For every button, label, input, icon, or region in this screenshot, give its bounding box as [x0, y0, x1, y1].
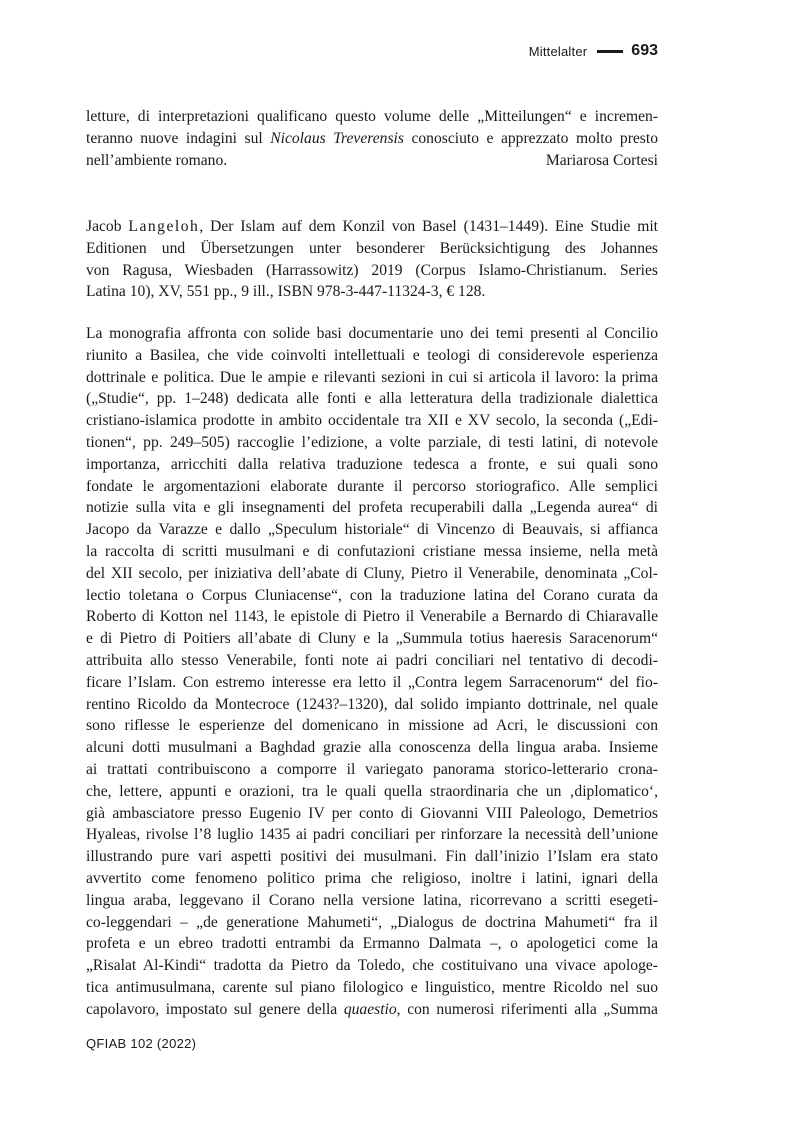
text-line: la raccolta di scritti musulmani e di confutazioni cristiane messa insieme, nella metà — [86, 542, 658, 560]
text-segment: capolavoro, impostato sul genere della — [86, 1000, 344, 1018]
text-line: avvertito come fenomeno politico prima che religioso, inoltre i latini, ignari della — [86, 869, 658, 887]
previous-review-end — [86, 106, 658, 171]
text-line: rentino Ricoldo da Montecroce (1243?–1320), dal solido impianto dottrinale, nel quale — [86, 695, 658, 713]
text-line: lingua araba, leggevano il Corano nella versione latina, ricorrevano a scritti esegeti- — [86, 891, 658, 909]
text-line: Hyaleas, rivolse l’8 luglio 1435 ai padri conciliari per rinforzare la necessità dell’unione — [86, 826, 658, 844]
italic-title: Nicolaus Treverensis — [270, 129, 404, 147]
closing-line — [86, 150, 658, 172]
text-line: che, lettere, appunti e orazioni, tra le quali quella straordinaria che un ‚diplomatico‘, — [86, 782, 658, 800]
reviewer-signature: Mariarosa Cortesi — [545, 151, 658, 169]
text-line: notizie sulla vita e gli insegnamenti del profeta recuperabili dalla „Legenda aurea“ di — [86, 499, 658, 517]
review-body — [86, 323, 658, 1021]
text-line: („Studie“, pp. 1–248) dedicata alle fonti e alla letteratura della tradizionale dialettica — [86, 390, 658, 408]
text-line: Jacopo da Varazze e dallo „Speculum historiale“ di Vincenzo di Beauvais, si affianca — [86, 521, 658, 539]
header-rule — [597, 50, 623, 53]
text-line: La monografia affronta con solide basi documentarie uno dei temi presenti al Concilio — [86, 325, 658, 342]
text-line — [86, 999, 658, 1021]
text-line: dottrinale e politica. Due le ampie e rilevanti sezioni in cui si articola il lavoro: la prima — [86, 368, 658, 386]
text-line: e di Pietro di Poitiers all’abate di Cluny e la „Summula totius haeresis Saracenorum“ — [86, 630, 658, 648]
text-line: tionen“, pp. 249–505) raccoglie l’edizione, a volte parziale, di testi latini, di notevole — [86, 433, 658, 451]
journal-footer: QFIAB 102 (2022) — [86, 1036, 197, 1051]
text-line: cristiano-islamica prodotte in ambito occidentale tra XII e XV secolo, la seconda („Edi- — [86, 412, 658, 430]
text-line: lectio toletana o Corpus Cluniacense“, con la traduzione latina del Corano curata da — [86, 586, 658, 604]
citation-title: , Der Islam auf dem Konzil von Basel (1431–1449). Eine Studie mit — [199, 218, 658, 235]
citation-line: Editionen und Übersetzungen unter besonderer Berücksichtigung des Johannes — [86, 239, 658, 257]
citation-line: Latina 10), XV, 551 pp., 9 ill., ISBN 978-3-447-11324-3, € 128. — [86, 283, 486, 301]
text-line: importanza, arricchiti dalla relativa traduzione tedesca a fronte, e sui quali sono — [86, 455, 658, 473]
text-line: Roberto di Kotton nel 1143, le epistole di Pietro il Venerabile a Bernardo di Chiaravalle — [86, 608, 658, 626]
citation-line: von Ragusa, Wiesbaden (Harrassowitz) 2019 (Corpus Islamo-Christianum. Series — [86, 261, 658, 279]
author-last-name: Langeloh — [128, 218, 200, 235]
book-citation — [86, 216, 658, 303]
text-line: sono riflesse le esperienze del domenicano in missione ad Acri, le discussioni con — [86, 717, 658, 735]
text-line: ai trattati contribuiscono a comporre il variegato panorama storico-letterario crona- — [86, 760, 658, 778]
running-head — [529, 42, 658, 60]
text-line: tica antimusulmana, carente sul piano filologico e linguistico, mentre Ricoldo nel suo — [86, 978, 658, 996]
section-title: Mittelalter — [528, 43, 588, 59]
text-line: teranno nuove indagini sul Nicolaus Treverensis conosciuto e apprezzato molto presto — [86, 129, 659, 147]
citation-line — [86, 216, 658, 238]
text-line: letture, di interpretazioni qualificano questo volume delle „Mitteilungen“ e incremen- — [86, 108, 658, 125]
text-line: già ambasciatore presso Eugenio IV per conto di Giovanni VIII Paleologo, Demetrios — [86, 804, 658, 822]
text-line: profeta e un ebreo tradotti entrambi da Ermanno Dalmata –, o apologetici come la — [86, 935, 658, 953]
text-line: illustrando pure vari aspetti positivi dei musulmani. Fin dall’inizio l’Islam era stato — [86, 848, 658, 866]
text-line: fondate le argomentazioni elaborate durante il percorso storiografico. Alle semplici — [86, 477, 658, 495]
text-line: alcuni dotti musulmani a Baghdad grazie alla conoscenza della lingua araba. Insieme — [86, 739, 658, 757]
page-number: 693 — [631, 42, 658, 59]
text-line: nell’ambiente romano. — [86, 151, 228, 169]
text-segment: con numerosi riferimenti alla „Summa — [400, 1000, 658, 1018]
text-line: „Risalat Al-Kindi“ tradotta da Pietro da Toledo, che costituivano una vivace apologe- — [86, 957, 658, 975]
text-line: attribuita allo stesso Venerabile, fonti note ai padri conciliari nel tentativo di decodi- — [86, 651, 658, 669]
text-line: ficare l’Islam. Con estremo interesse era letto il „Contra legem Sarracenorum“ del fio- — [86, 673, 658, 691]
text-line: riunito a Basilea, che vide coinvolti intellettuali e teologi di considerevole esperienza — [86, 346, 658, 364]
italic-term: quaestio, — [343, 1000, 401, 1018]
author-first-name: Jacob — [86, 218, 122, 235]
text-line: co-leggendari – „de generatione Mahumeti“, „Dialogus de doctrina Mahumeti“ fra il — [86, 913, 658, 931]
text-line: del XII secolo, per iniziativa dell’abate di Cluny, Pietro il Venerabile, denominata „Col- — [86, 564, 658, 582]
